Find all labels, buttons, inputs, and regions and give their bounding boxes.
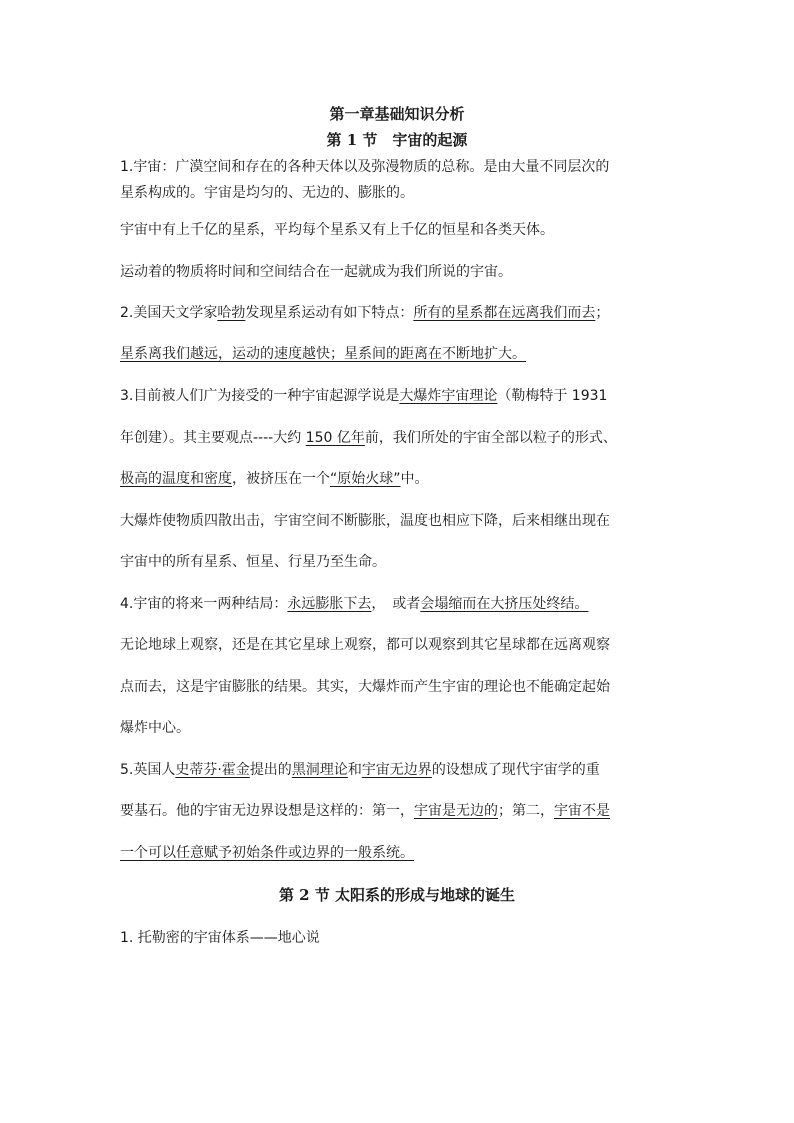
text-run: 4.宇宙的将来一两种结局： xyxy=(120,596,288,612)
text-run: 和 xyxy=(347,762,362,778)
underlined-term: 哈勃 xyxy=(217,305,246,321)
text-run: 要基石。他的宇宙无边界设想是这样的：第一， xyxy=(120,803,414,819)
text-run: 中。 xyxy=(400,471,429,487)
paragraph-9-line-2 xyxy=(120,801,610,821)
text-run: ；第二， xyxy=(498,803,554,819)
underlined-term: 会塌缩而在大挤压处终结。 xyxy=(420,596,589,612)
underlined-term: 黑洞理论 xyxy=(291,762,348,778)
text-run: 5.英国人 xyxy=(120,762,176,778)
paragraph-9-line-1 xyxy=(120,760,600,780)
underlined-term: 永远膨胀下去 xyxy=(287,596,372,612)
section-2-title: 第 2 节 太阳系的形成与地球的诞生 xyxy=(278,886,516,904)
text-run: 年创建）。其主要观点----大约 xyxy=(120,430,306,446)
text-run: 2.美国天文学家 xyxy=(120,305,218,321)
paragraph-9-line-3 xyxy=(120,843,414,863)
underlined-term: 一个可以任意赋予初始条件或边界的一般系统。 xyxy=(120,845,414,861)
paragraph-8-line-1: 无论地球上观察，还是在其它星球上观察，都可以观察到其它星球都在远离观察 xyxy=(120,637,610,653)
paragraph-6-line-2: 宇宙中的所有星系、恒星、行星乃至生命。 xyxy=(120,554,386,570)
paragraph-3: 运动着的物质将时间和空间结合在一起就成为我们所说的宇宙。 xyxy=(120,264,512,280)
text-run: 的设想成了现代宇宙学的重 xyxy=(431,762,600,778)
paragraph-5-line-3 xyxy=(120,469,429,489)
text-run: ， 或者 xyxy=(371,596,421,612)
underlined-term: 极高的温度和密度 xyxy=(120,471,232,487)
text-run: 前，我们所处的宇宙全部以粒子的形式、 xyxy=(364,430,617,446)
paragraph-6-line-1: 大爆炸使物质四散出击，宇宙空间不断膨胀，温度也相应下降，后来相继出现在 xyxy=(120,513,610,529)
underlined-term: 宇宙是无边的 xyxy=(414,803,498,819)
underlined-term: 所有的星系都在远离我们而去 xyxy=(413,305,596,321)
paragraph-5-line-1 xyxy=(120,386,607,406)
paragraph-4-line-1 xyxy=(120,303,609,323)
paragraph-8-line-2: 点而去，这是宇宙膨胀的结果。其实，大爆炸而产生宇宙的理论也不能确定起始 xyxy=(120,679,610,695)
underlined-term: 宇宙无边界 xyxy=(361,762,432,778)
text-run: 提出的 xyxy=(249,762,292,778)
text-run: 发现星系运动有如下特点： xyxy=(245,305,414,321)
text-run: ； xyxy=(595,305,610,321)
underlined-term: “原始火球” xyxy=(330,471,401,487)
paragraph-10: 1. 托勒密的宇宙体系——地心说 xyxy=(120,930,320,946)
paragraph-4-line-2 xyxy=(120,344,526,364)
paragraph-8-line-3: 爆炸中心。 xyxy=(120,720,190,736)
paragraph-1-line-2: 星系构成的。宇宙是均匀的、无边的、膨胀的。 xyxy=(120,185,414,201)
underlined-term: 宇宙不是 xyxy=(554,803,610,819)
underlined-term: 大爆炸宇宙理论 xyxy=(399,388,498,404)
text-run: （勒梅特于 1931 xyxy=(497,388,608,404)
section-1-title: 第 1 节 宇宙的起源 xyxy=(326,131,468,149)
chapter-title: 第一章基础知识分析 xyxy=(329,105,465,123)
underlined-term: 史蒂芬·霍金 xyxy=(175,762,250,778)
text-run: ，被挤压在一个 xyxy=(232,471,330,487)
paragraph-5-line-2 xyxy=(120,428,617,448)
text-run: 3.目前被人们广为接受的一种宇宙起源学说是 xyxy=(120,388,400,404)
paragraph-2: 宇宙中有上千亿的星系，平均每个星系又有上千亿的恒星和各类天体。 xyxy=(120,222,554,238)
paragraph-7 xyxy=(120,594,588,614)
underlined-term: 星系离我们越远，运动的速度越快；星系间的距离在不断地扩大。 xyxy=(120,346,526,362)
paragraph-1-line-1: 1.宇宙：广漠空间和存在的各种天体以及弥漫物质的总称。是由大量不同层次的 xyxy=(120,159,610,175)
underlined-term: 150 亿年 xyxy=(305,430,365,446)
